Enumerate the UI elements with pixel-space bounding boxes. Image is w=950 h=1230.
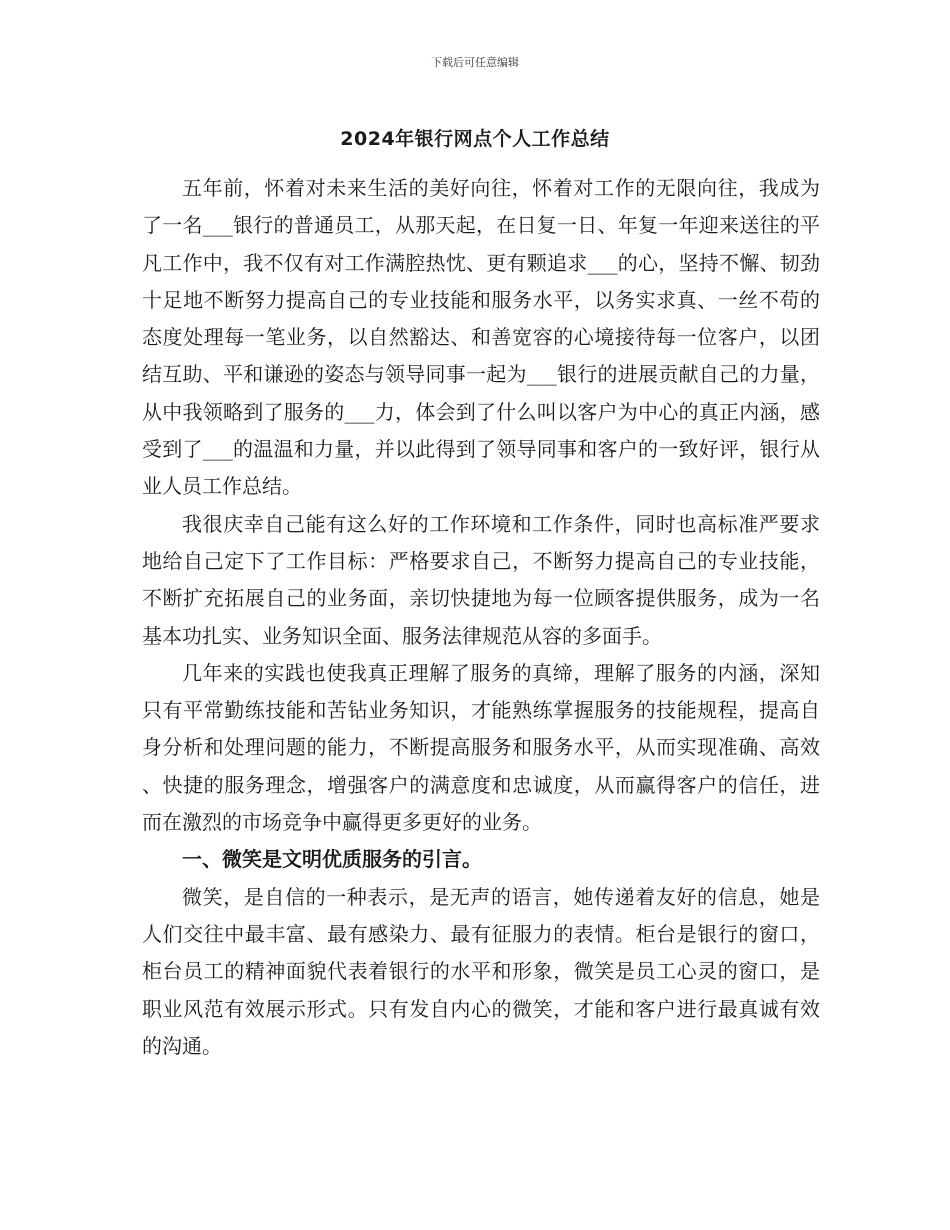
document-body xyxy=(142,170,820,1065)
paragraph-goals: 我很庆幸自己能有这么好的工作环境和工作条件，同时也高标准严要求地给自己定下了工作目标：严格要求自己，不断努力提高自己的专业技能，不断扩充拓展自己的业务面，亲切快捷地为每一位顾客提供服务，成为一名基本功扎实、业务知识全面、服务法律规范从容的多面手。 xyxy=(142,511,820,648)
paragraph-smile: 微笑，是自信的一种表示，是无声的语言，她传递着友好的信息，她是人们交往中最丰富、最有感染力、最有征服力的表情。柜台是银行的窗口，柜台员工的精神面貌代表着银行的水平和形象，微笑是员工心灵的窗口，是职业风范有效展示形式。只有发自内心的微笑，才能和客户进行最真诚有效的沟通。 xyxy=(142,884,820,1058)
document-title: 2024年银行网点个人工作总结 xyxy=(340,128,610,150)
paragraph-intro: 五年前，怀着对未来生活的美好向往，怀着对工作的无限向往，我成为了一名___银行的普通员工，从那天起，在日复一日、年复一年迎来送往的平凡工作中，我不仅有对工作满腔热忱、更有颗追求___的心，坚持不懈、韧劲十足地不断努力提高自己的专业技能和服务水平，以务实求真、一丝不苟的态度处理每一笔业务，以自然豁达、和善宽容的心境接待每一位客户，以团结互助、平和谦逊的姿态与领导同事一起为___银行的进展贡献自己的力量，从中我领略到了服务的___力，体会到了什么叫以客户为中心的真正内涵，感受到了___的温温和力量，并以此得到了领导同事和客户的一致好评，银行从业人员工作总结。 xyxy=(142,176,820,499)
paragraph-practice: 几年来的实践也使我真正理解了服务的真缔，理解了服务的内涵，深知只有平常勤练技能和苦钻业务知识，才能熟练掌握服务的技能规程，提高自身分析和处理问题的能力，不断提高服务和服务水平，从而实现准确、高效、快捷的服务理念，增强客户的满意度和忠诚度，从而赢得客户的信任，进而在激烈的市场竞争中赢得更多更好的业务。 xyxy=(142,660,820,835)
header-note: 下载后可任意编辑 xyxy=(431,56,519,69)
section-heading: 一、微笑是文明优质服务的引言。 xyxy=(182,847,482,872)
